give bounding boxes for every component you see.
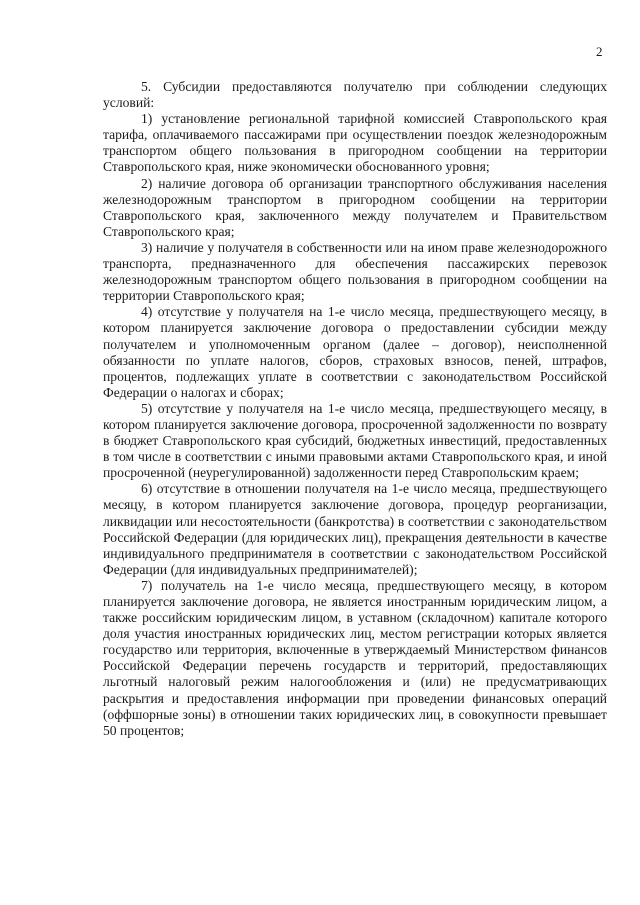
paragraph-condition-3: 3) наличие у получателя в собственности или на ином праве железнодорожного транспорта, предназначенного для обеспечения пассажирских перевозок железнодорожным транспортом общего пользования в пригородном сообщении на территории Ставропольского края;	[103, 239, 607, 304]
paragraph-condition-1: 1) установление региональной тарифной комиссией Ставропольского края тарифа, оплачиваемого пассажирами при осуществлении поездок железнодорожным транспортом общего пользования в пригородном сообщении на территории Ставропольского края, ниже экономически обоснованного уровня;	[103, 111, 607, 175]
page-number: 2	[596, 44, 603, 59]
document-body	[103, 79, 607, 739]
paragraph-condition-6: 6) отсутствие в отношении получателя на 1-е число месяца, предшествующего месяцу, в котором планируется заключение договора, процедур реорганизации, ликвидации или несостоятельности (банкротства) в соответствии с законодательством Российской Федерации (для юридических лиц), прекращения деятельности в качестве индивидуального предпринимателя в соответствии с законодательством Российской Федерации (для индивидуальных предпринимателей);	[103, 481, 607, 577]
paragraph-conditions-intro: 5. Субсидии предоставляются получателю при соблюдении следующих условий:	[103, 79, 607, 111]
paragraph-condition-2: 2) наличие договора об организации транспортного обслуживания населения железнодорожным транспортом в пригородном сообщении на территории Ставропольского края, заключенного между получателем и Правительством Ставропольского края;	[103, 175, 607, 239]
paragraph-condition-5: 5) отсутствие у получателя на 1-е число месяца, предшествующего месяцу, в котором планируется заключение договора, просроченной задолженности по возврату в бюджет Ставропольского края субсидий, бюджетных инвестиций, предоставленных в том числе в соответствии с иными правовыми актами Ставропольского края, и иной просроченной (неурегулированной) задолженности перед Ставропольским краем;	[103, 400, 607, 481]
paragraph-condition-4: 4) отсутствие у получателя на 1-е число месяца, предшествующего месяцу, в котором планируется заключение договора о предоставлении субсидии между получателем и уполномоченным органом (далее – договор), неисполненной обязанности по уплате налогов, сборов, страховых взносов, пеней, штрафов, процентов, подлежащих уплате в соответствии с законодательством Российской Федерации о налогах и сборах;	[103, 304, 607, 400]
paragraph-condition-7: 7) получатель на 1-е число месяца, предшествующего месяцу, в котором планируется заключение договора, не является иностранным юридическим лицом, а также российским юридическим лицом, в уставном (складочном) капитале которого доля участия иностранных юридических лиц, местом регистрации которых является государство или территория, включенные в утверждаемый Министерством финансов Российской Федерации перечень государств и территорий, предоставляющих льготный налоговый режим налогообложения и (или) не предусматривающих раскрытия и предоставления информации при проведении финансовых операций (оффшорные зоны) в отношении таких юридических лиц, в совокупности превышает 50 процентов;	[103, 577, 607, 738]
